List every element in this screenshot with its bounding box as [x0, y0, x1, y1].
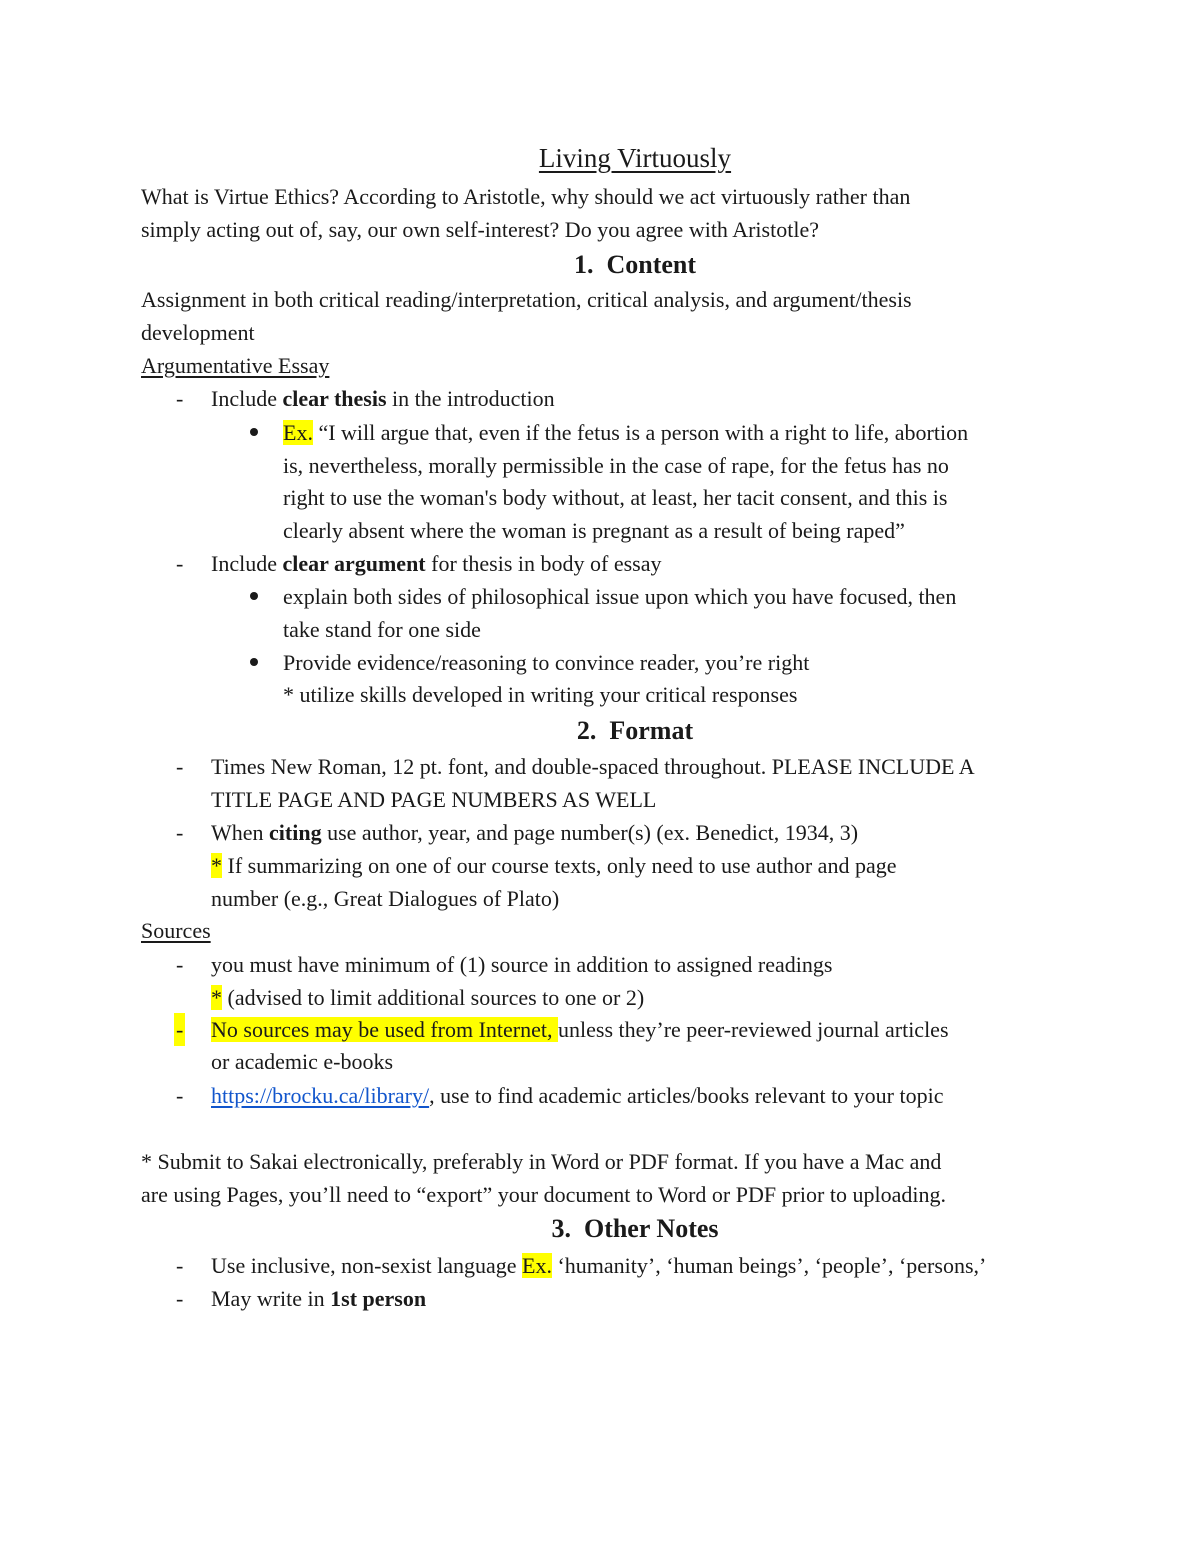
note-star-highlight: * [211, 985, 222, 1010]
list-marker: - [176, 1253, 184, 1278]
section-1-title: Content [606, 250, 697, 279]
bullet-explain-line-2: take stand for one side [283, 617, 481, 642]
section-1-heading [0, 247, 1200, 283]
format-item-1-line-1: Times New Roman, 12 pt. font, and double-spaced throughout. PLEASE INCLUDE A [211, 754, 975, 779]
other-notes-item-first-person [211, 1282, 426, 1315]
list-marker: - [176, 754, 184, 779]
section-3-number: 3. [551, 1214, 571, 1243]
example-line-4: clearly absent where the woman is pregnant as a result of being raped” [283, 518, 905, 543]
citing-note-line-1 [211, 849, 896, 882]
item-text: When [211, 820, 270, 845]
sources-item-internet-line-2: or academic e-books [211, 1049, 394, 1074]
bullet-evidence: Provide evidence/reasoning to convince reader, you’re right [283, 650, 810, 675]
bullet-icon [250, 592, 258, 600]
sources-item-library [211, 1079, 944, 1112]
citing-note-line-2: number (e.g., Great Dialogues of Plato) [211, 886, 560, 911]
clear-thesis-bold: clear thesis [282, 386, 387, 411]
bullet-explain-line-1: explain both sides of philosophical issue upon which you have focused, then [283, 584, 957, 609]
bullet-evidence-note: * utilize skills developed in writing your critical responses [283, 682, 798, 707]
sources-subheading: Sources [141, 918, 211, 943]
citing-bold: citing [269, 820, 322, 845]
section-2-title: Format [609, 716, 694, 745]
argumentative-essay-subheading: Argumentative Essay [141, 353, 330, 378]
intro-line-2: simply acting out of, say, our own self-interest? Do you agree with Aristotle? [141, 217, 819, 242]
first-person-bold: 1st person [330, 1286, 427, 1311]
bullet-icon [250, 428, 258, 436]
item-text: May write in [211, 1286, 331, 1311]
item-text: Include [211, 386, 283, 411]
item-text: in the introduction [386, 386, 555, 411]
format-item-1-line-2: TITLE PAGE AND PAGE NUMBERS AS WELL [211, 787, 657, 812]
list-marker: - [176, 1286, 184, 1311]
list-item-clear-thesis [211, 382, 555, 415]
example-line-1 [283, 416, 968, 449]
section-1-number: 1. [573, 250, 594, 279]
section-2-number: 2. [576, 716, 597, 745]
section-2-heading [0, 713, 1200, 749]
item-text: use author, year, and page number(s) (ex. Benedict, 1934, 3) [321, 820, 859, 845]
section-3-title: Other Notes [583, 1214, 719, 1243]
sources-item-minimum: you must have minimum of (1) source in addition to assigned readings [211, 952, 833, 977]
list-marker: - [176, 1083, 184, 1108]
no-internet-highlight: No sources may be used from Internet, [211, 1017, 559, 1042]
list-marker: - [176, 952, 184, 977]
content-desc-line-1: Assignment in both critical reading/interpretation, critical analysis, and argument/thesis [141, 287, 912, 312]
intro-line-1: What is Virtue Ethics? According to Aristotle, why should we act virtuously rather than [141, 184, 911, 209]
list-marker: - [176, 820, 184, 845]
section-3-heading [0, 1211, 1200, 1247]
content-desc-line-2: development [141, 320, 255, 345]
example-label-highlight: Ex. [522, 1253, 552, 1278]
list-marker: - [176, 386, 184, 411]
item-text: for thesis in body of essay [425, 551, 662, 576]
page-title: Living Virtuously [538, 143, 732, 173]
list-marker: - [176, 551, 184, 576]
sources-item-minimum-note [211, 981, 644, 1014]
item-text: , use to find academic articles/books relevant to your topic [429, 1083, 944, 1108]
clear-argument-bold: clear argument [282, 551, 426, 576]
note-text: (advised to limit additional sources to one or 2) [222, 985, 645, 1010]
library-link[interactable]: https://brocku.ca/library/ [211, 1083, 430, 1108]
example-text: “I will argue that, even if the fetus is a person with a right to life, abortion [312, 420, 969, 445]
note-text: If summarizing on one of our course texts, only need to use author and page [222, 853, 897, 878]
item-text: Include [211, 551, 283, 576]
item-text: Use inclusive, non-sexist language [211, 1253, 522, 1278]
format-item-citing [211, 816, 858, 849]
other-notes-item-language [211, 1249, 986, 1282]
note-star-highlight: * [211, 853, 222, 878]
list-marker: - [174, 1013, 185, 1046]
submit-note-line-2: are using Pages, you’ll need to “export” your document to Word or PDF prior to uploading. [141, 1182, 946, 1207]
example-line-2: is, nevertheless, morally permissible in the case of rape, for the fetus has no [283, 453, 949, 478]
bullet-icon [250, 658, 258, 666]
item-text: ‘humanity’, ‘human beings’, ‘people’, ‘persons,’ [551, 1253, 987, 1278]
example-label-highlight: Ex. [283, 420, 313, 445]
example-line-3: right to use the woman's body without, at least, her tacit consent, and this is [283, 485, 948, 510]
item-text: unless they’re peer-reviewed journal articles [558, 1017, 949, 1042]
list-item-clear-argument [211, 547, 662, 580]
sources-item-internet-line-1 [211, 1013, 949, 1046]
submit-note-line-1: * Submit to Sakai electronically, preferably in Word or PDF format. If you have a Mac and [141, 1149, 942, 1174]
